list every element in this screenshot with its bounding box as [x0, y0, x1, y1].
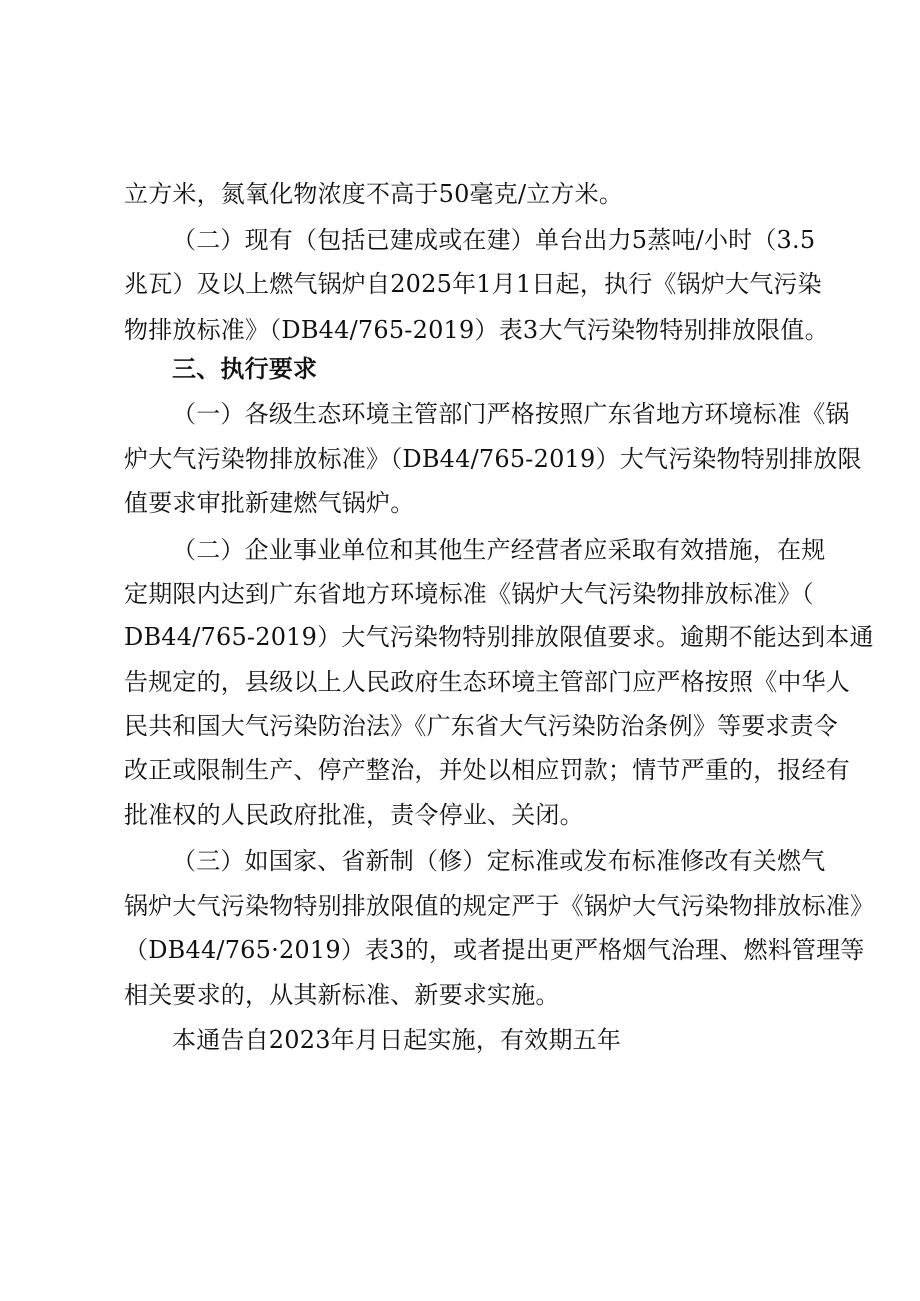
- paragraph-2-line-2: 兆瓦）及以上燃气锅炉自2025年1月1日起，执行《锅炉大气污染: [124, 270, 822, 298]
- requirement-3-line-2: 锅炉大气污染物特别排放限值的规定严于《锅炉大气污染物排放标准》: [124, 892, 875, 920]
- requirement-1-line-1: （一）各级生态环境主管部门严格按照广东省地方环境标准《锅: [172, 400, 850, 428]
- requirement-1-line-2: 炉大气污染物排放标准》（DB44/765-2019）大气污染物特别排放限: [124, 445, 862, 473]
- paragraph-2-line-3: 物排放标准》（DB44/765-2019）表3大气污染物特别排放限值。: [124, 316, 829, 344]
- requirement-3-line-4: 相关要求的，从其新标准、新要求实施。: [124, 981, 560, 1009]
- requirement-3-line-3: （DB44/765·2019）表3的，或者提出更严格烟气治理、燃料管理等: [124, 936, 865, 964]
- requirement-2-line-4: 告规定的，县级以上人民政府生态环境主管部门应严格按照《中华人: [124, 668, 850, 696]
- requirement-2-line-3: DB44/765-2019）大气污染物特别排放限值要求。逾期不能达到本通: [124, 623, 874, 651]
- requirement-2-line-2: 定期限内达到广东省地方环境标准《锅炉大气污染物排放标准》（: [124, 580, 814, 608]
- requirement-1-line-3: 值要求审批新建燃气锅炉。: [124, 489, 415, 517]
- continuation-line: 立方米，氮氧化物浓度不高于50毫克/立方米。: [124, 180, 624, 208]
- requirement-2-line-5: 民共和国大气污染防治法》《广东省大气污染防治条例》等要求责令: [124, 712, 838, 740]
- paragraph-2-line-1: （二）现有（包括已建成或在建）单台出力5蒸吨/小时（3.5: [172, 226, 816, 254]
- effective-date-line: 本通告自2023年月日起实施，有效期五年: [172, 1026, 622, 1054]
- requirement-2-line-6: 改正或限制生产、停产整治，并处以相应罚款；情节严重的，报经有: [124, 756, 850, 784]
- requirement-2-line-1: （二）企业事业单位和其他生产经营者应采取有效措施，在规: [172, 536, 826, 564]
- requirement-2-line-7: 批准权的人民政府批准，责令停业、关闭。: [124, 801, 584, 829]
- requirement-3-line-1: （三）如国家、省新制（修）定标准或发布标准修改有关燃气: [172, 847, 826, 875]
- section-heading: 三、执行要求: [172, 355, 318, 383]
